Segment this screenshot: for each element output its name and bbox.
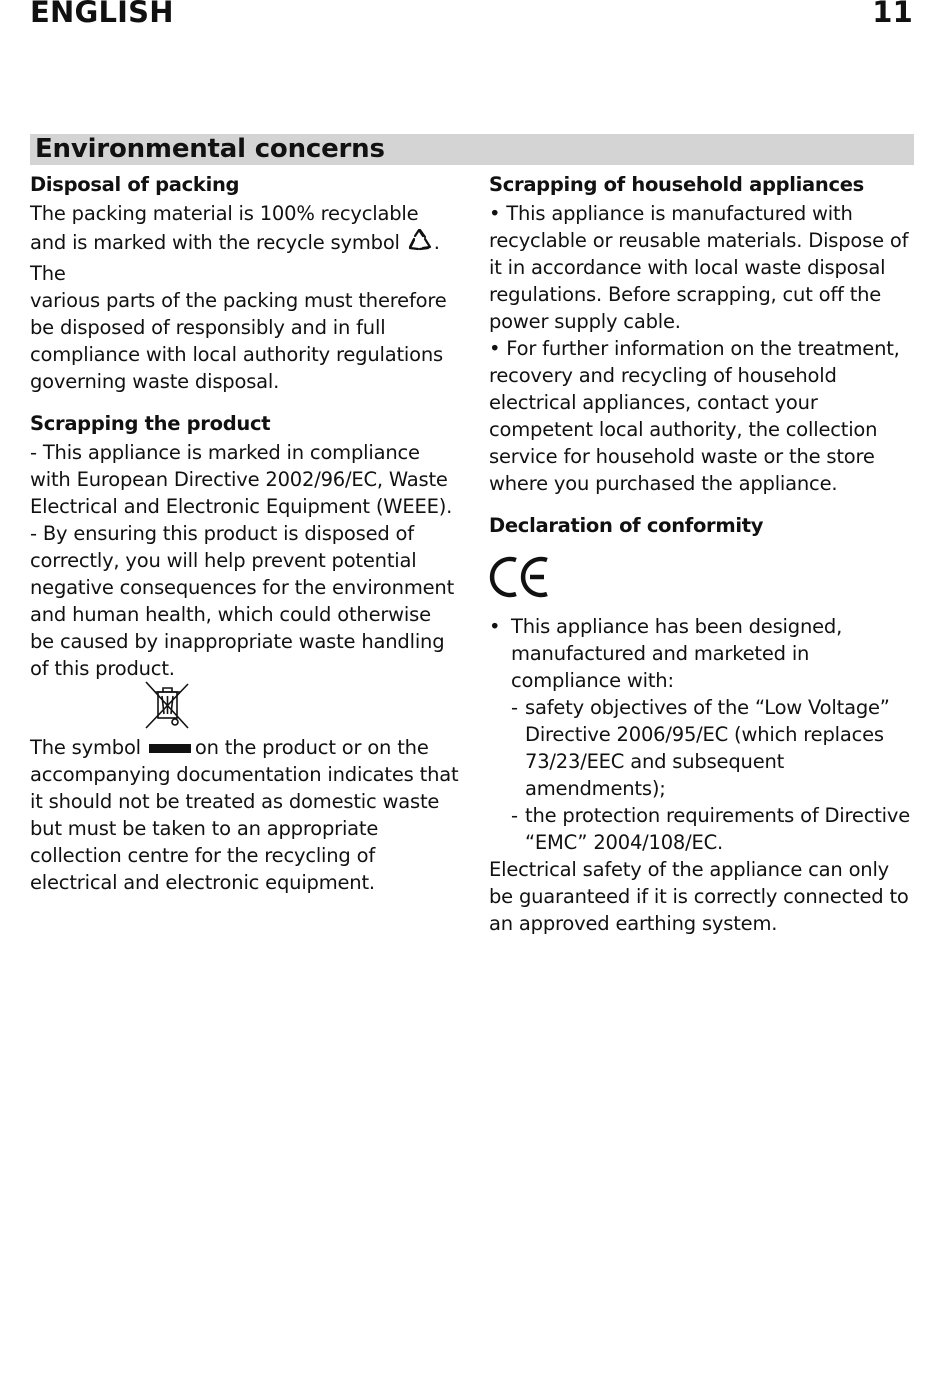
- ce-mark-icon: [489, 555, 553, 606]
- header-language: ENGLISH: [30, 0, 174, 29]
- scrapping-appliances-heading: Scrapping of household appliances: [489, 173, 864, 196]
- disposal-line-2b: . The: [30, 231, 440, 285]
- conformity-bullet: [489, 613, 914, 694]
- page-number: 11: [872, 0, 913, 29]
- symbol-text-rest: accompanying documentation indicates that it should not be treated as domestic waste but must be taken to an appropriate collection centre for the recycling of electrical and electronic equipment.: [30, 763, 459, 894]
- section-title: Environmental concerns: [35, 134, 385, 164]
- right-column: [489, 170, 914, 937]
- sub-item-2-text: the protection requirements of Directive “EMC” 2004/108/EC.: [525, 804, 911, 854]
- appliances-bullet-2: • For further information on the treatment, recovery and recycling of household electrical appliances, contact your competent local authority, the collection service for household waste or the store where you purchased the appliance.: [489, 337, 900, 495]
- disposal-text: [30, 200, 460, 395]
- left-column: [30, 170, 460, 896]
- scrapping-paragraph-1: - This appliance is marked in compliance with European Directive 2002/96/EC, Waste Electrical and Electronic Equipment (WEEE).: [30, 441, 453, 518]
- conformity-bullet-mark: •: [489, 615, 501, 638]
- appliances-bullet-1: • This appliance is manufactured with recyclable or reusable materials. Dispose of it in accordance with local waste disposal regulations. Before scrapping, cut off the power supply cable.: [489, 202, 909, 333]
- scrapping-product-heading: Scrapping the product: [30, 412, 271, 435]
- conformity-bullet-text: This appliance has been designed, manufactured and marketed in compliance with:: [511, 615, 843, 692]
- sub-item-1-dash: -: [511, 696, 518, 719]
- conformity-sub-item-1: [489, 694, 914, 802]
- disposal-heading: Disposal of packing: [30, 173, 240, 196]
- sub-item-1-text: safety objectives of the “Low Voltage” Directive 2006/95/EC (which replaces 73/23/EEC and subsequent amendments);: [525, 696, 890, 800]
- symbol-text-a: The symbol: [30, 736, 141, 759]
- disposal-line-2a: and is marked with the recycle symbol: [30, 231, 406, 254]
- scrapping-paragraph-2: - By ensuring this product is disposed of correctly, you will help prevent potential negative consequences for the environment and human health, which could otherwise be caused by inappropriate waste handling of this product.: [30, 522, 455, 680]
- conformity-sub-item-2: [489, 802, 914, 856]
- symbol-text-b: on the product or on the: [194, 736, 429, 759]
- crossed-out-wheelie-bin-icon: [143, 680, 191, 739]
- sub-item-2-dash: -: [511, 804, 518, 827]
- disposal-line-1: The packing material is 100% recyclable: [30, 202, 419, 225]
- section-title-bar: [30, 134, 914, 165]
- declaration-heading: Declaration of conformity: [489, 514, 764, 537]
- recycle-icon: [406, 227, 434, 260]
- solid-bar-icon: [149, 744, 191, 753]
- electrical-safety-text: Electrical safety of the appliance can only be guaranteed if it is correctly connected to an approved earthing system.: [489, 858, 909, 935]
- disposal-rest: various parts of the packing must therefore be disposed of responsibly and in full compliance with local authority regulations governing waste disposal.: [30, 289, 447, 393]
- symbol-text: [30, 734, 460, 896]
